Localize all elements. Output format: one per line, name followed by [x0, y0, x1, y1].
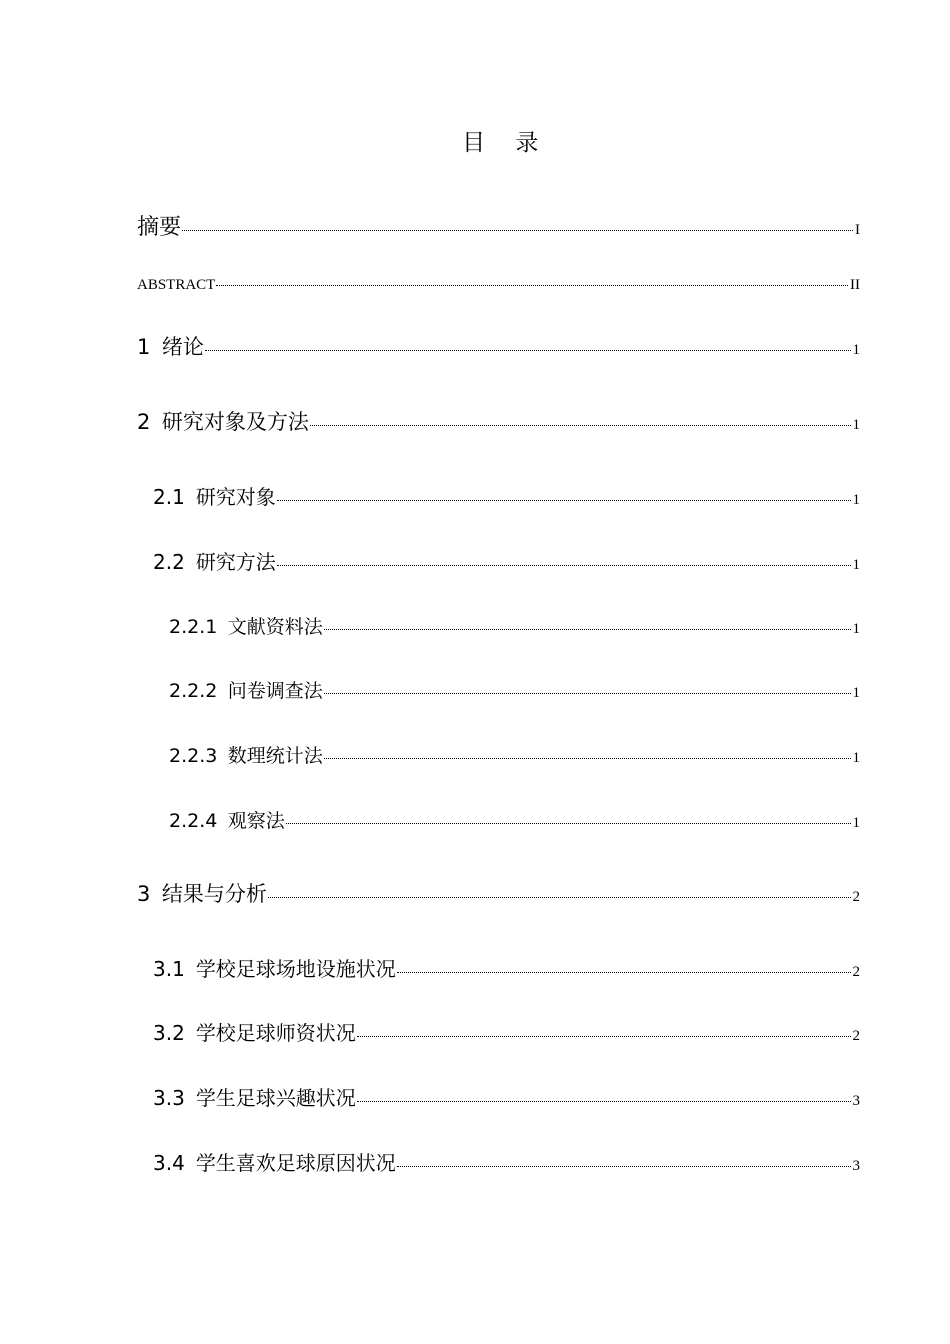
toc-page-number: 1	[852, 342, 860, 358]
toc-leader-dots	[286, 823, 851, 824]
toc-leader-dots	[277, 565, 851, 566]
toc-leader-dots	[397, 1166, 851, 1167]
toc-leader-dots	[182, 230, 853, 231]
toc-leader-dots	[324, 758, 851, 759]
toc-entry-text: 数理统计法	[227, 745, 323, 767]
toc-entry-text: 学校足球师资状况	[195, 1021, 356, 1045]
toc-entry-text: 学生喜欢足球原因状况	[195, 1151, 396, 1175]
toc-page-number: 2	[852, 889, 860, 905]
toc-page-number: 1	[852, 557, 860, 573]
toc-entry-number: 2.2.2	[169, 680, 218, 702]
toc-leader-dots	[324, 629, 851, 630]
toc-entry-number: 2.2.1	[169, 616, 218, 638]
toc-entry-2-2-1[interactable]	[169, 612, 860, 639]
toc-page-number: 1	[852, 685, 860, 701]
toc-entry-3-3[interactable]	[153, 1082, 860, 1111]
toc-entry-2-2[interactable]	[153, 546, 860, 575]
toc-leader-dots	[205, 350, 851, 351]
toc-page-number: II	[850, 277, 860, 293]
toc-entry-text: 文献资料法	[227, 616, 323, 638]
toc-entry-text: 观察法	[227, 810, 285, 832]
toc-entry-number: 3.3	[153, 1086, 185, 1110]
toc-entry-text: 研究对象	[195, 485, 276, 509]
toc-entry-abstract-en[interactable]	[137, 277, 860, 294]
toc-entry-3-4[interactable]	[153, 1147, 860, 1176]
toc-leader-dots	[357, 1101, 851, 1102]
toc-title: 目 录	[462, 130, 550, 156]
toc-entry-text: 学生足球兴趣状况	[195, 1086, 356, 1110]
toc-entry-text: 摘要	[137, 215, 182, 240]
toc-page-number: 1	[852, 621, 860, 637]
toc-entry-abstract-cn[interactable]	[137, 210, 860, 241]
toc-entry-text: 学校足球场地设施状况	[195, 957, 396, 981]
toc-page-number: 1	[852, 750, 860, 766]
toc-entry-3[interactable]	[137, 878, 860, 908]
toc-entry-number: 3.1	[153, 957, 185, 981]
toc-entry-text: 问卷调查法	[227, 680, 323, 702]
toc-entry-2-2-2[interactable]	[169, 676, 860, 703]
toc-page-number: I	[855, 222, 860, 238]
toc-entry-number: 2.2	[153, 550, 185, 574]
toc-leader-dots	[268, 897, 851, 898]
toc-leader-dots	[324, 693, 851, 694]
toc-entry-text: ABSTRACT	[137, 277, 216, 293]
toc-entry-number: 2.1	[153, 485, 185, 509]
toc-page-number: 1	[852, 417, 860, 433]
toc-page-number: 1	[852, 492, 860, 508]
toc-entry-number: 3	[137, 882, 151, 906]
toc-leader-dots	[357, 1036, 851, 1037]
toc-leader-dots	[397, 972, 851, 973]
toc-page-number: 3	[852, 1093, 860, 1109]
toc-leader-dots	[310, 425, 851, 426]
toc-leader-dots	[216, 285, 848, 286]
toc-entry-3-1[interactable]	[153, 953, 860, 982]
toc-entry-number: 1	[137, 335, 151, 359]
toc-entry-number: 2.2.3	[169, 745, 218, 767]
toc-page-number: 2	[852, 1028, 860, 1044]
toc-entry-2[interactable]	[137, 406, 860, 436]
toc-entry-number: 2.2.4	[169, 810, 218, 832]
toc-entry-3-2[interactable]	[153, 1017, 860, 1046]
toc-entry-number: 2	[137, 410, 151, 434]
toc-entry-text: 绪论	[161, 335, 204, 359]
toc-leader-dots	[277, 500, 851, 501]
toc-entry-text: 结果与分析	[161, 882, 267, 906]
toc-entry-text: 研究方法	[195, 550, 276, 574]
toc-page-number: 1	[852, 815, 860, 831]
toc-page-number: 2	[852, 964, 860, 980]
toc-entry-text: 研究对象及方法	[161, 410, 309, 434]
toc-entry-number: 3.4	[153, 1151, 185, 1175]
toc-entry-2-2-4[interactable]	[169, 806, 860, 833]
toc-page-number: 3	[852, 1158, 860, 1174]
toc-entry-2-1[interactable]	[153, 481, 860, 510]
toc-entry-1[interactable]	[137, 331, 860, 361]
toc-entry-number: 3.2	[153, 1021, 185, 1045]
toc-entry-2-2-3[interactable]	[169, 741, 860, 768]
